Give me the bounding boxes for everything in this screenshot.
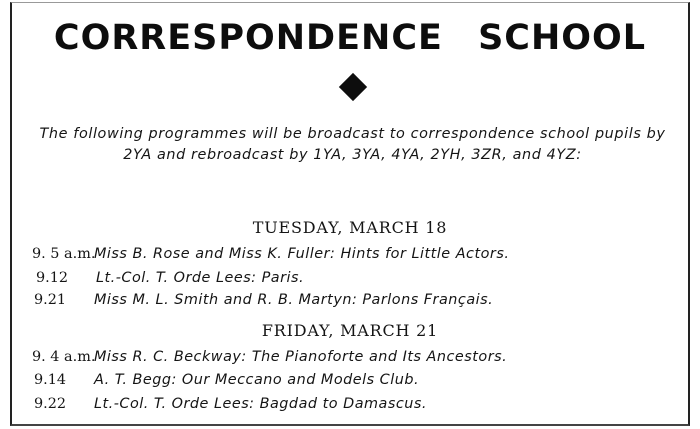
schedule-row	[36, 270, 304, 287]
schedule-row	[32, 246, 509, 263]
schedule-row	[32, 349, 507, 366]
page-title: CORRESPONDENCE SCHOOL	[53, 18, 647, 58]
day-heading-tuesday: TUESDAY, MARCH 18	[252, 218, 448, 237]
schedule-time: 9.22	[34, 396, 67, 412]
schedule-text: Miss R. C. Beckway: The Pianoforte and Its Ancestors.	[94, 349, 508, 365]
schedule-text: Lt.-Col. T. Orde Lees: Paris.	[96, 270, 305, 286]
schedule-time: 9. 5 a.m.	[32, 246, 96, 262]
schedule-time: 9. 4 a.m.	[32, 349, 96, 365]
schedule-time: 9.12	[36, 270, 69, 286]
schedule-row	[34, 372, 419, 389]
schedule-row	[34, 292, 493, 309]
schedule-time: 9.14	[34, 372, 67, 388]
intro-paragraph: The following programmes will be broadcast to correspondence school pupils by 2YA and rebroadcast by 1YA, 3YA, 4YA, 2YH, 3ZR, and 4YZ:	[39, 126, 666, 163]
schedule-time: 9.21	[34, 292, 67, 308]
schedule-text: A. T. Begg: Our Meccano and Models Club.	[94, 372, 420, 388]
schedule-text: Miss M. L. Smith and R. B. Martyn: Parlons Français.	[94, 292, 494, 308]
schedule-text: Lt.-Col. T. Orde Lees: Bagdad to Damascus.	[94, 396, 427, 412]
day-heading-friday: FRIDAY, MARCH 21	[261, 321, 439, 340]
schedule-text: Miss B. Rose and Miss K. Fuller: Hints for Little Actors.	[94, 246, 510, 262]
schedule-row	[34, 396, 427, 413]
